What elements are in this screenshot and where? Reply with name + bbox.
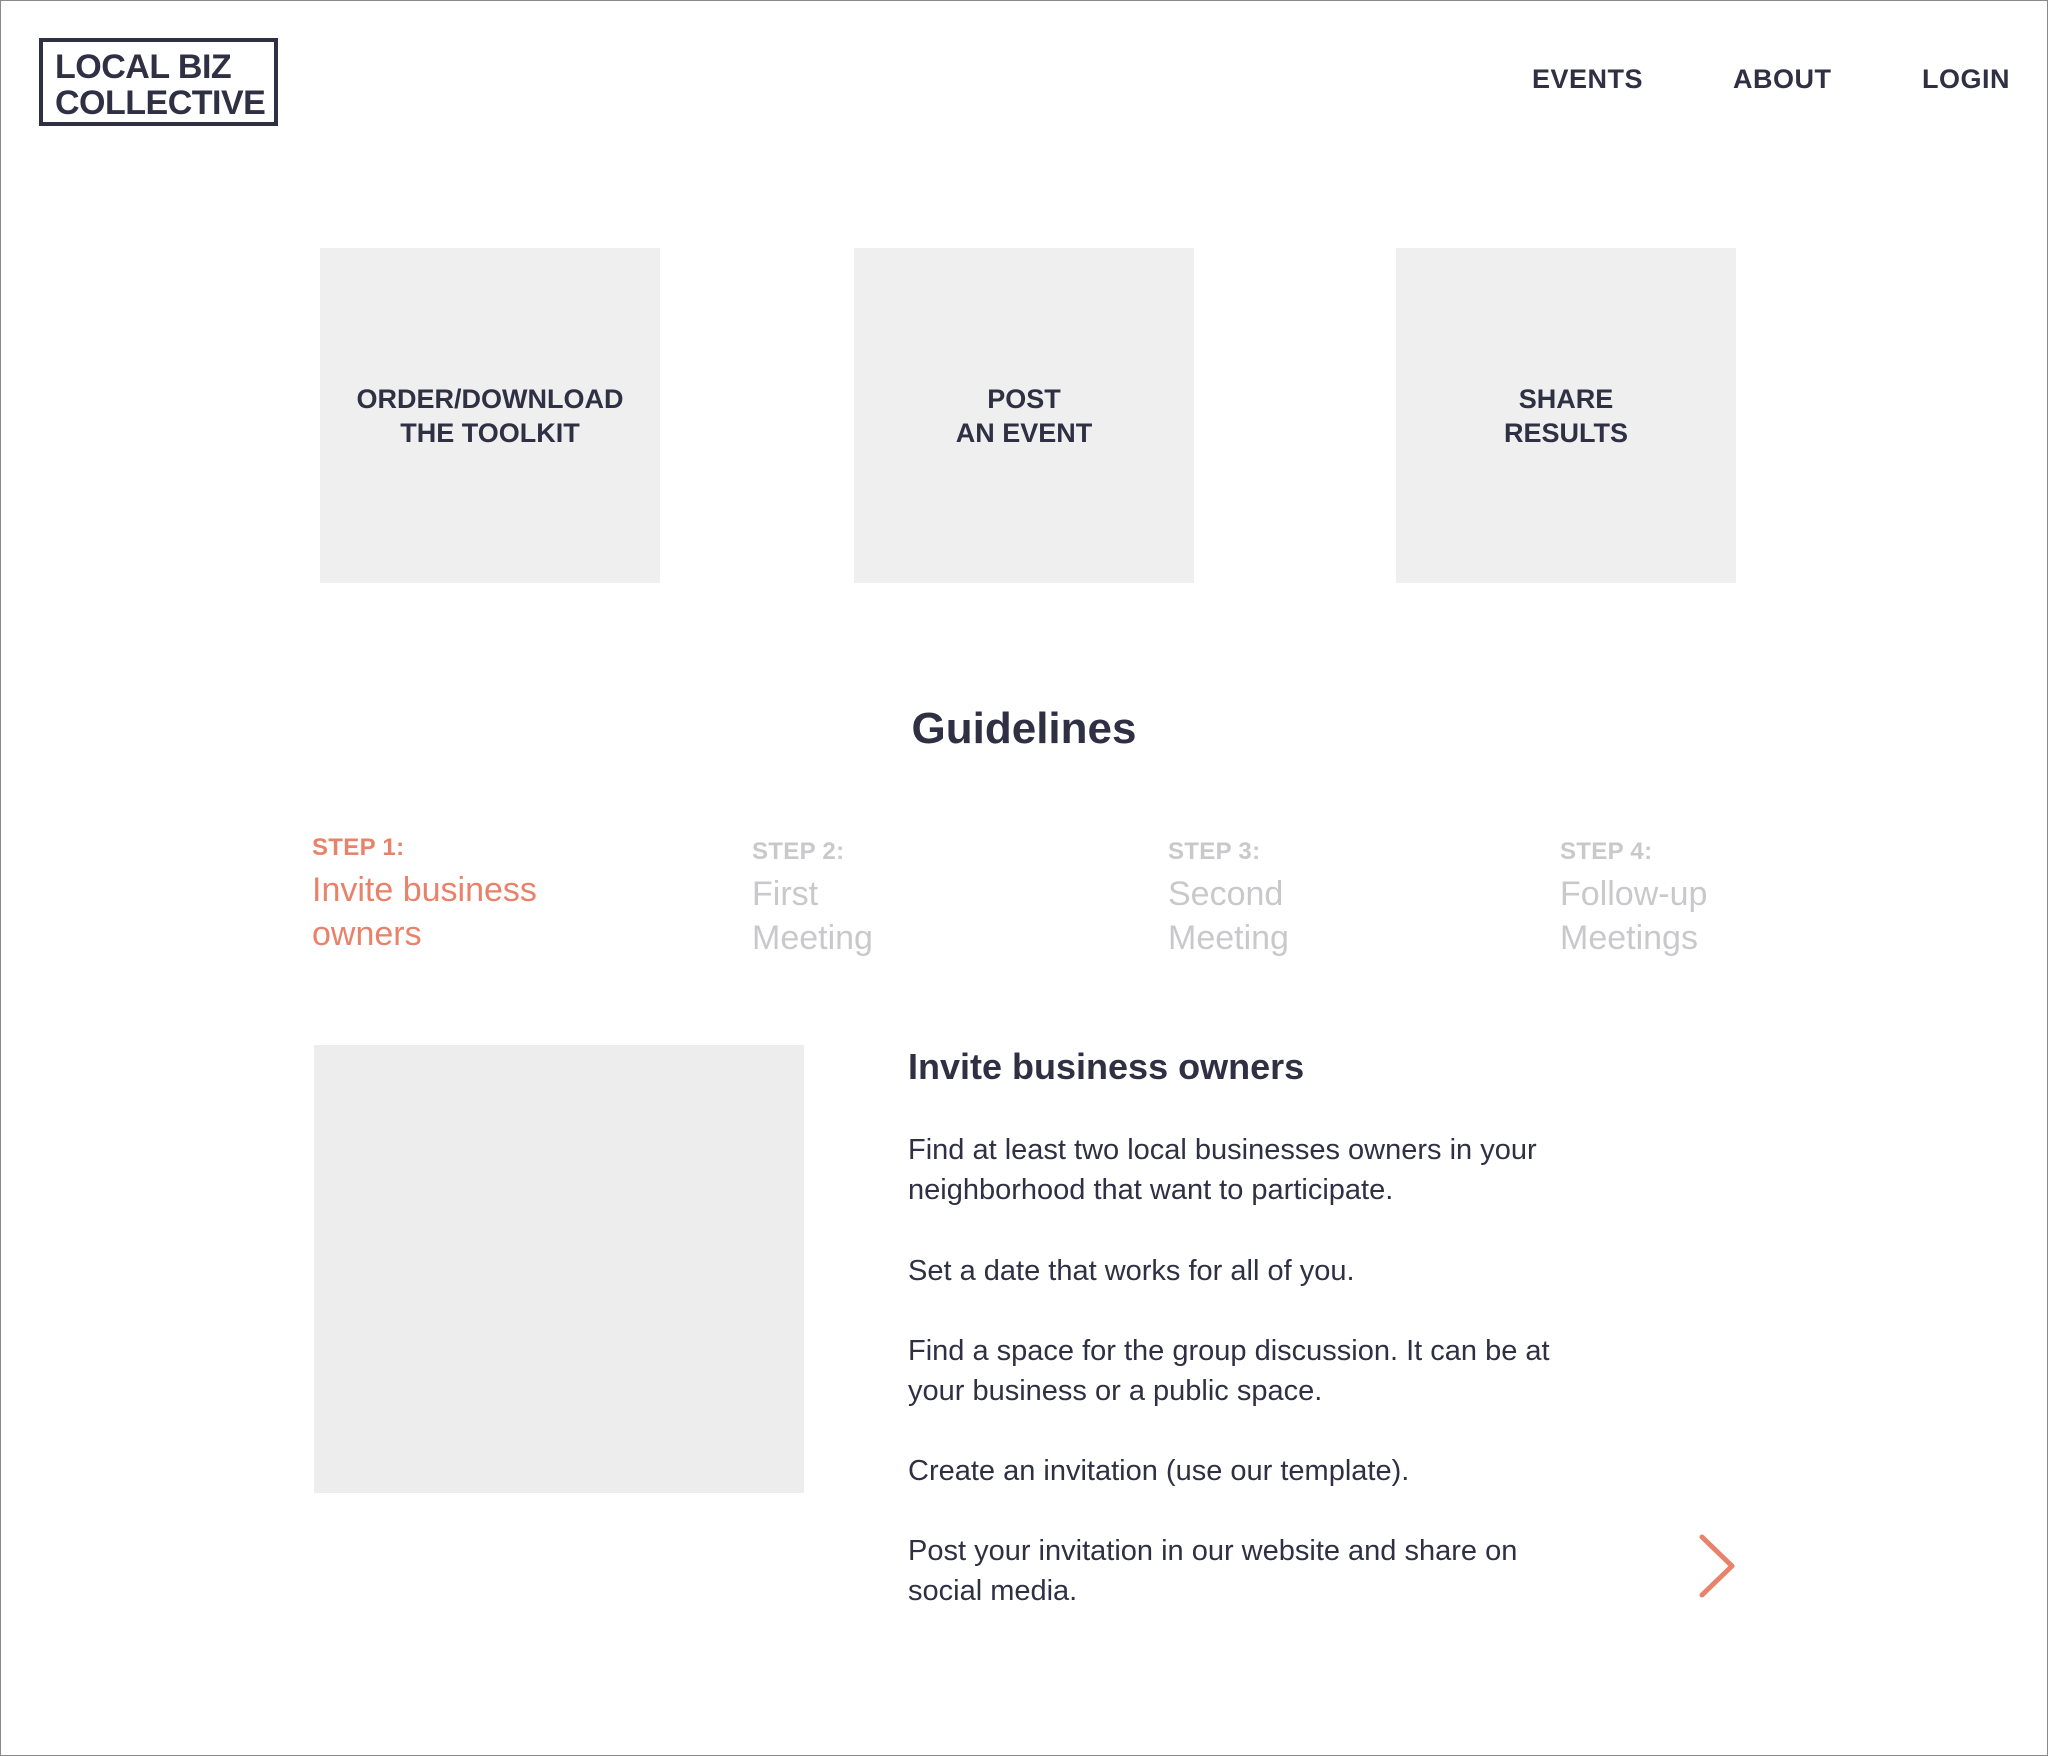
nav-about[interactable]: ABOUT [1733, 64, 1832, 94]
toolkit-tile[interactable] [320, 248, 660, 583]
toolkit-tile-label: ORDER/DOWNLOAD THE TOOLKIT [356, 383, 624, 448]
step-3-title: Second Meeting [1168, 875, 1289, 957]
step-1-title: Invite business owners [312, 871, 537, 953]
step-2-label: STEP 2: [752, 838, 845, 865]
step-4-title: Follow-up Meetings [1560, 875, 1708, 957]
step-3-label: STEP 3: [1168, 838, 1261, 865]
content-paragraph: Create an invitation (use our template). [908, 1455, 1410, 1487]
chevron-right-icon[interactable] [1690, 1533, 1740, 1599]
logo-line-2: COLLECTIVE [55, 84, 266, 122]
logo[interactable] [39, 38, 278, 126]
step-3-tab[interactable] [1168, 838, 1289, 960]
step-4-tab[interactable] [1560, 838, 1707, 960]
content-paragraph: Find at least two local businesses owners in your neighborhood that want to participate. [908, 1134, 1537, 1206]
nav-login[interactable]: LOGIN [1922, 64, 2010, 94]
share-results-tile[interactable] [1396, 248, 1736, 583]
content-paragraph: Find a space for the group discussion. It can be at your business or a public space. [908, 1335, 1550, 1407]
step-1-tab[interactable] [312, 834, 537, 956]
logo-line-1: LOCAL BIZ [55, 48, 232, 86]
post-event-tile-label: POST AN EVENT [955, 383, 1093, 448]
content-paragraph: Set a date that works for all of you. [908, 1255, 1355, 1287]
content-title: Invite business owners [908, 1046, 1305, 1087]
step-2-tab[interactable] [752, 838, 873, 960]
step-1-label: STEP 1: [312, 834, 405, 861]
step-image-placeholder [314, 1045, 804, 1493]
guidelines-title: Guidelines [911, 704, 1137, 753]
step-2-title: First Meeting [752, 875, 873, 957]
content-paragraph: Post your invitation in our website and share on social media. [908, 1535, 1518, 1607]
post-event-tile[interactable] [854, 248, 1194, 583]
share-results-tile-label: SHARE RESULTS [1503, 383, 1628, 448]
nav-events[interactable]: EVENTS [1532, 64, 1644, 94]
step-4-label: STEP 4: [1560, 838, 1653, 865]
